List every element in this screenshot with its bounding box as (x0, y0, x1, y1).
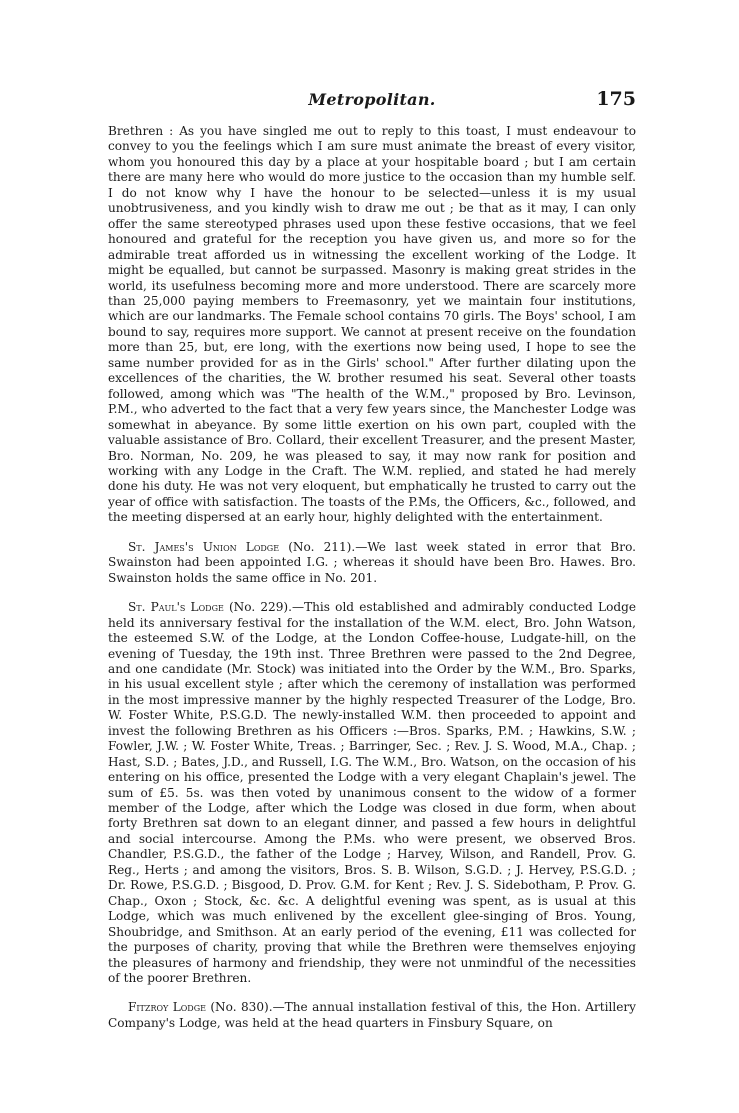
page-number: 175 (596, 88, 636, 110)
paragraph-brethren-reply (108, 124, 636, 526)
paragraph-text: (No. 211).—We last week stated in error that Bro. Swainston had been appointed I.G. ; whereas it should have been Bro. Hawes. Bro. Swainston holds the same office in No. 201. (108, 539, 636, 585)
lodge-name: St. Paul's Lodge (128, 600, 224, 615)
article-body (108, 124, 636, 1045)
paragraph-text: (No. 229).—This old established and admirably conducted Lodge held its anniversary festival for the installation of the W.M. elect, Bro. John Watson, the esteemed S.W. of the Lodge, at the London Coffee-house, Ludgate-hill, on the evening of Tuesday, the 19th inst. Three Brethren were passed to the 2nd Degree, and one candidate (Mr. Stock) was initiated into the Order by the W.M., Bro. Sparks, in his usual excellent style ; after which the ceremony of installation was performed in the most impressive manner by the highly respected Treasurer of the Lodge, Bro. W. Foster White, P.S.G.D. The newly-installed W.M. then proceeded to appoint and invest the following Brethren as his Officers :—Bros. Sparks, P.M. ; Hawkins, S.W. ; Fowler, J.W. ; W. Foster White, Treas. ; Barringer, Sec. ; Rev. J. S. Wood, M.A., Chap. ; Hast, S.D. ; Bates, J.D., and Russell, I.G. The W.M., Bro. Watson, on the occasion of his entering on his office, presented the Lodge with a very elegant Chaplain's jewel. The sum of £5. 5s. was then voted by unanimous consent to the widow of a former member of the Lodge, after which the Lodge was closed in due form, when about forty Brethren sat down to an elegant dinner, and passed a few hours in delightful and social intercourse. Among the P.Ms. who were present, we observed Bros. Chandler, P.S.G.D., the father of the Lodge ; Harvey, Wilson, and Randell, Prov. G. Reg., Herts ; and among the visitors, Bros. S. B. Wilson, S.G.D. ; J. Hervey, P.S.G.D. ; Dr. Rowe, P.S.G.D. ; Bisgood, D. Prov. G.M. for Kent ; Rev. J. S. Sidebotham, P. Prov. G. Chap., Oxon ; Stock, &c. &c. A delightful evening was spent, as is usual at this Lodge, which was much enlivened by the excellent glee-singing of Bros. Young, Shoubridge, and Smithson. At an early period of the evening, £11 was collected for the purposes of charity, proving that while the Brethren were themselves enjoying the pleasures of harmony and friendship, they were not unmindful of the necessities of the poorer Brethren. (108, 600, 636, 986)
paragraph-fitzroy-lodge (108, 1000, 636, 1031)
page-header (108, 88, 636, 114)
paragraph-text: (No. 830).—The annual installation festival of this, the Hon. Artillery Company's Lodge, was held at the head quarters in Finsbury Square, on (108, 1000, 636, 1030)
lodge-name: St. James's Union Lodge (128, 539, 280, 554)
lodge-name: Fitzroy Lodge (128, 1000, 206, 1015)
running-title: Metropolitan. (308, 90, 436, 109)
paragraph-text: Brethren : As you have singled me out to reply to this toast, I must endeavour to convey to you the feelings which I am sure must animate the breast of every visitor, whom you honoured this day by a place at your hospitable board ; but I am certain there are many here who would do more justice to the occasion than my humble self. I do not know why I have the honour to be selected—unless it is my usual unobtrusiveness, and you kindly wish to draw me out ; be that as it may, I can only offer the same stereotyped phrases used upon these festive occasions, that we feel honoured and grateful for the reception you have given us, and more so for the admirable treat afforded us in witnessing the excellent working of the Lodge. It might be equalled, but cannot be surpassed. Masonry is making great strides in the world, its usefulness becoming more and more understood. There are scarcely more than 25,000 paying members to Freemasonry, yet we maintain four institutions, which are our landmarks. The Female school contains 70 girls. The Boys' school, I am bound to say, requires more support. We cannot at present receive on the foundation more than 25, but, ere long, with the exertions now being used, I hope to see the same number provided for as in the Girls' school." After further dilating upon the excellences of the charities, the W. brother resumed his seat. Several other toasts followed, among which was "The health of the W.M.," proposed by Bro. Levinson, P.M., who adverted to the fact that a very few years since, the Manchester Lodge was somewhat in abeyance. By some little exertion on his own part, coupled with the valuable assistance of Bro. Collard, their excellent Treasurer, and the present Master, Bro. Norman, No. 209, he was pleased to say, it may now rank for position and working with any Lodge in the Craft. The W.M. replied, and stated he had merely done his duty. He was not very eloquent, but emphatically he trusted to carry out the year of office with satisfaction. The toasts of the P.Ms, the Officers, &c., followed, and the meeting dispersed at an early hour, highly delighted with the entertainment. (108, 124, 636, 525)
paragraph-st-james-union-lodge (108, 540, 636, 586)
paragraph-st-pauls-lodge (108, 600, 636, 986)
